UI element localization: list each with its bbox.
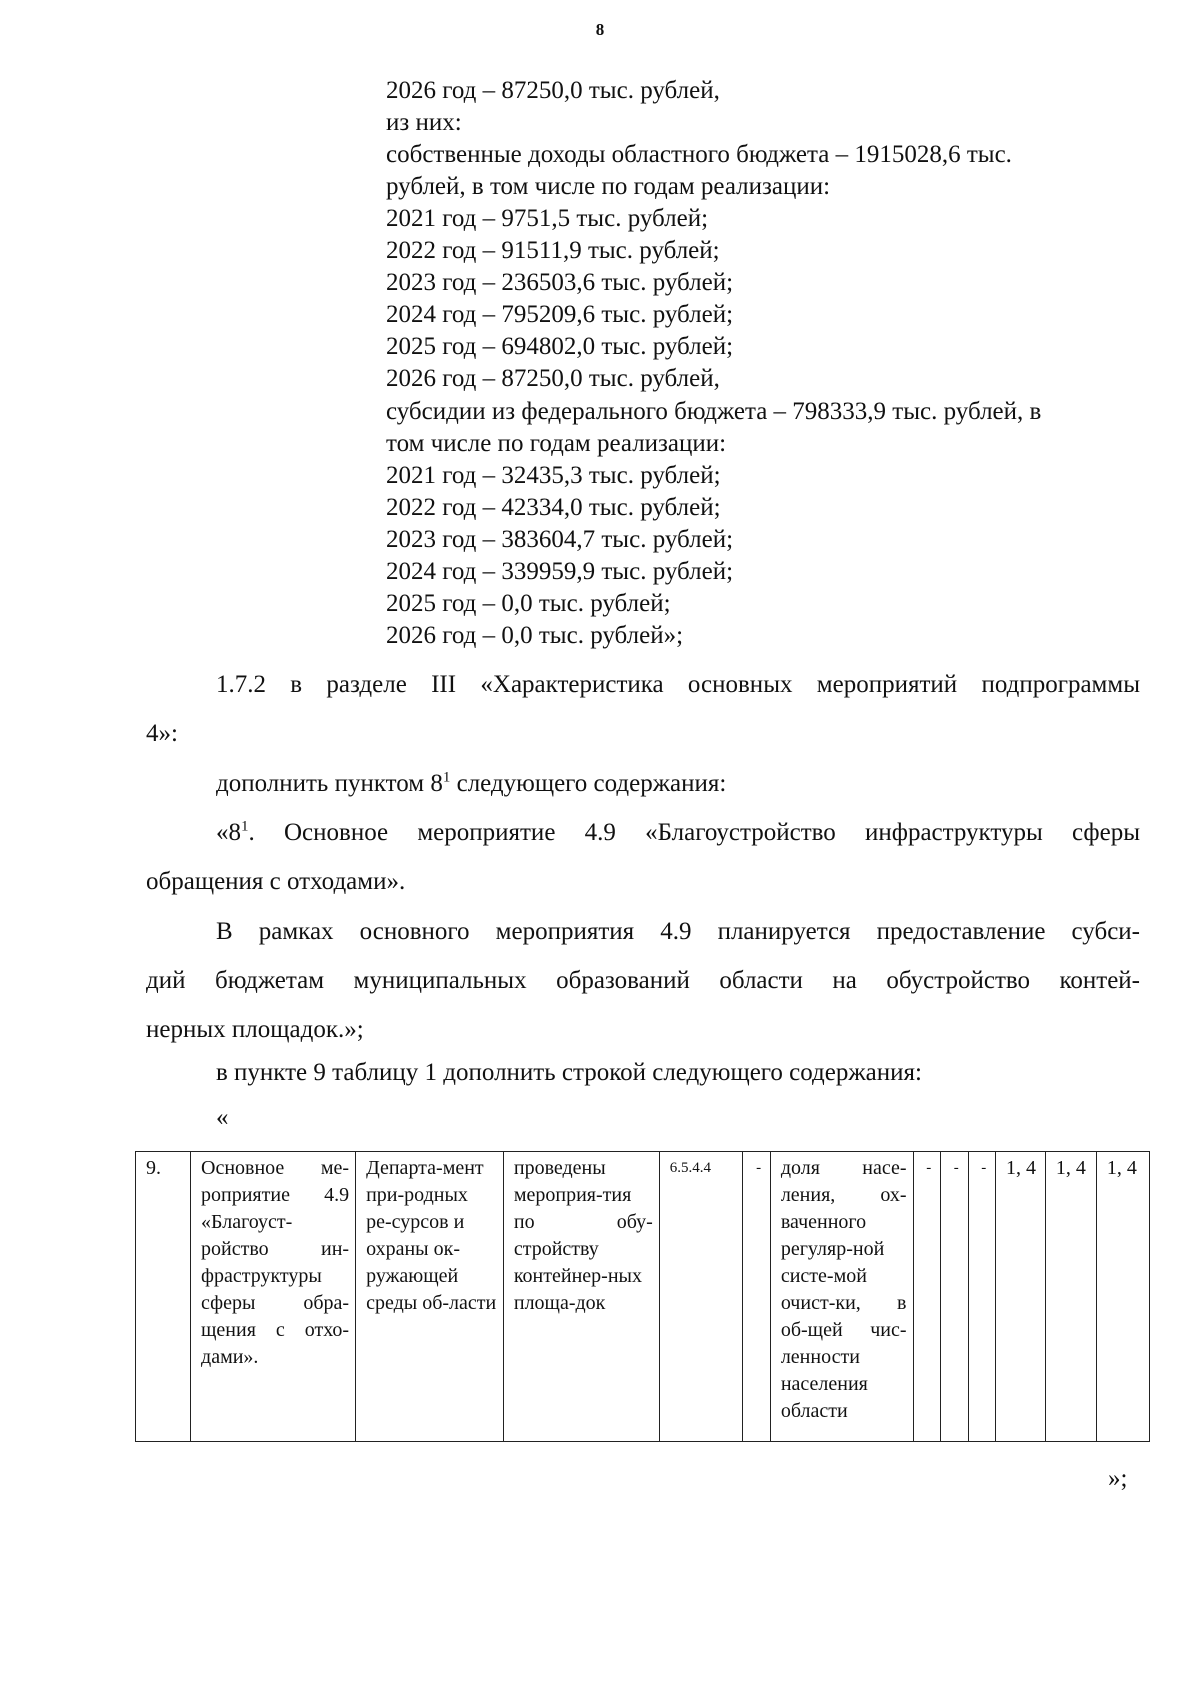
table-1-new-row (135, 1151, 1150, 1442)
cell-code: 6.5.4.4 (659, 1152, 743, 1442)
paragraph-subsidies-line2: дий бюджетам муниципальных образований области на обустройство контей- (146, 967, 1140, 994)
cell-dash: - (743, 1152, 771, 1442)
budget-line: 2021 год – 9751,5 тыс. рублей; (386, 205, 709, 232)
cell-value-3: - (968, 1152, 996, 1442)
cell-executor: Департа-мент при-родных ре-сурсов и охраны ок-ружающей среды об-ласти (356, 1152, 504, 1442)
cell-value-4: 1, 4 (996, 1152, 1046, 1442)
budget-line: собственные доходы областного бюджета – 1915028,6 тыс. (386, 141, 1012, 168)
paragraph-item-8-1 (216, 818, 1140, 848)
add-item-superscript: 1 (442, 769, 451, 786)
quote-open: « (216, 1104, 229, 1131)
paragraph-section-iii: 1.7.2 в разделе III «Характеристика основных мероприятий подпрограммы (216, 671, 1140, 698)
paragraph-add-item (216, 769, 726, 799)
budget-line: 2025 год – 694802,0 тыс. рублей; (386, 333, 734, 360)
cell-value-5: 1, 4 (1045, 1152, 1096, 1442)
budget-line: 2024 год – 339959,9 тыс. рублей; (386, 558, 734, 585)
budget-line: рублей, в том числе по годам реализации: (386, 173, 831, 200)
cell-event: Основное ме-роприятие 4.9 «Благоуст-ройство ин-фраструктуры сферы обра-щения с отхо-дами». (191, 1152, 356, 1442)
cell-result: проведены мероприя-тия по обу-стройству контейнер-ных площа-док (503, 1152, 659, 1442)
cell-value-1: - (913, 1152, 941, 1442)
page-number: 8 (595, 20, 605, 39)
item-8-1-text: «8 (216, 819, 241, 846)
paragraph-table-addition: в пункте 9 таблицу 1 дополнить строкой следующего содержания: (216, 1059, 922, 1086)
budget-line: 2026 год – 87250,0 тыс. рублей, (386, 365, 720, 392)
item-8-1-superscript: 1 (241, 818, 249, 835)
budget-line: 2026 год – 87250,0 тыс. рублей, (386, 77, 720, 104)
budget-line: из них: (386, 109, 462, 136)
paragraph-subsidies-line3: нерных площадок.»; (146, 1016, 364, 1043)
item-8-1-text-end: . Основное мероприятие 4.9 «Благоустройство инфраструктуры сферы (248, 819, 1140, 846)
add-item-text: дополнить пунктом 8 (216, 770, 443, 797)
budget-line: 2023 год – 236503,6 тыс. рублей; (386, 269, 734, 296)
budget-line: том числе по годам реализации: (386, 430, 727, 457)
cell-value-6: 1, 4 (1096, 1152, 1149, 1442)
budget-line: 2026 год – 0,0 тыс. рублей»; (386, 622, 684, 649)
paragraph-subsidies-line1: В рамках основного мероприятия 4.9 планируется предоставление субси- (216, 918, 1140, 945)
budget-line: субсидии из федерального бюджета – 798333,9 тыс. рублей, в (386, 398, 1042, 425)
add-item-text-end: следующего содержания: (450, 770, 727, 797)
table-row (136, 1152, 1150, 1442)
budget-line: 2024 год – 795209,6 тыс. рублей; (386, 301, 734, 328)
budget-line: 2022 год – 91511,9 тыс. рублей; (386, 237, 720, 264)
cell-value-2: - (941, 1152, 969, 1442)
paragraph-item-8-1-cont: обращения с отходами». (146, 868, 406, 895)
budget-line: 2021 год – 32435,3 тыс. рублей; (386, 462, 721, 489)
budget-line: 2023 год – 383604,7 тыс. рублей; (386, 526, 734, 553)
budget-line: 2022 год – 42334,0 тыс. рублей; (386, 494, 721, 521)
cell-number: 9. (136, 1152, 191, 1442)
budget-line: 2025 год – 0,0 тыс. рублей; (386, 590, 671, 617)
quote-close: »; (1108, 1465, 1128, 1492)
cell-indicator: доля насе-ления, ох-ваченного регуляр-ной систе-мой очист-ки, в об-щей чис-ленности населения области (770, 1152, 913, 1442)
paragraph-section-iii-end: 4»: (146, 720, 178, 747)
